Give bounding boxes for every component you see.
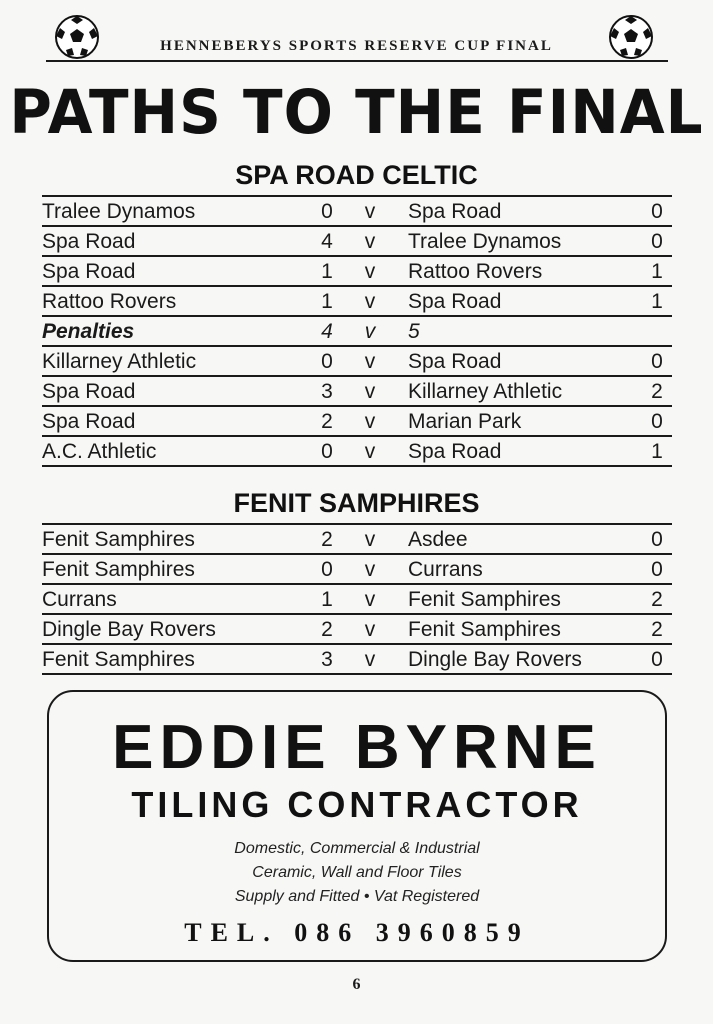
versus: v — [364, 350, 376, 373]
away-team: Tralee Dynamos — [408, 230, 562, 253]
versus: v — [364, 558, 376, 581]
result-row — [42, 585, 672, 615]
away-score: 2 — [651, 588, 663, 611]
home-team: Fenit Samphires — [42, 528, 195, 551]
result-row — [42, 645, 672, 675]
page-title: PATHS TO THE FINAL — [9, 76, 704, 148]
away-score: 1 — [651, 260, 663, 283]
versus: v — [364, 618, 376, 641]
section-title-fenit: FENIT SAMPHIRES — [233, 488, 480, 518]
home-score: 1 — [321, 260, 333, 283]
section-title-spa-road: SPA ROAD CELTIC — [235, 160, 478, 190]
away-score: 2 — [651, 618, 663, 641]
home-team: Dingle Bay Rovers — [42, 618, 216, 641]
advert-box — [47, 690, 667, 962]
away-team: Dingle Bay Rovers — [408, 648, 582, 671]
result-row — [42, 227, 672, 257]
result-row — [42, 377, 672, 407]
away-team: Fenit Samphires — [408, 618, 561, 641]
home-team: Killarney Athletic — [42, 350, 197, 373]
away-score: 1 — [651, 290, 663, 313]
results-table-fenit — [42, 523, 672, 675]
versus: v — [364, 410, 376, 433]
versus: v — [364, 648, 376, 671]
away-score: 0 — [651, 350, 663, 373]
home-score: 1 — [321, 290, 333, 313]
home-team: Fenit Samphires — [42, 558, 195, 581]
versus: v — [364, 260, 376, 283]
home-team: Rattoo Rovers — [42, 290, 177, 313]
result-row — [42, 555, 672, 585]
away-score: 0 — [651, 648, 663, 671]
advert-line-2: Ceramic, Wall and Floor Tiles — [252, 864, 462, 881]
versus: v — [364, 290, 376, 313]
home-score: 0 — [321, 200, 333, 223]
away-score: 0 — [651, 200, 663, 223]
home-score: 0 — [321, 440, 333, 463]
home-team: A.C. Athletic — [42, 440, 157, 463]
home-score: 1 — [321, 588, 333, 611]
home-score: 2 — [321, 528, 333, 551]
advert-line-3: Supply and Fitted • Vat Registered — [234, 888, 480, 905]
result-row — [42, 407, 672, 437]
away-team: Spa Road — [408, 440, 502, 463]
versus: v — [364, 440, 376, 463]
away-team: Spa Road — [408, 200, 502, 223]
away-team: Rattoo Rovers — [408, 260, 543, 283]
away-team: Currans — [408, 558, 483, 581]
home-score: 0 — [321, 558, 333, 581]
advert-subtitle: TILING CONTRACTOR — [131, 784, 583, 825]
versus: v — [364, 320, 376, 343]
result-row — [42, 257, 672, 287]
versus: v — [364, 588, 376, 611]
home-team: Currans — [42, 588, 117, 611]
results-table-spa-road — [42, 195, 672, 467]
result-row — [42, 287, 672, 317]
away-team: Fenit Samphires — [408, 588, 561, 611]
away-score: 2 — [651, 380, 663, 403]
home-score: 3 — [321, 380, 333, 403]
home-score: 3 — [321, 648, 333, 671]
home-team: Spa Road — [42, 410, 136, 433]
advert-name: EDDIE BYRNE — [112, 713, 602, 782]
result-row — [42, 347, 672, 377]
home-team: Tralee Dynamos — [42, 200, 196, 223]
header-title: HENNEBERYS SPORTS RESERVE CUP FINAL — [160, 38, 553, 54]
advert-line-1: Domestic, Commercial & Industrial — [234, 840, 480, 857]
away-score: 0 — [651, 558, 663, 581]
away-team: Spa Road — [408, 350, 502, 373]
away-team: Spa Road — [408, 290, 502, 313]
home-score: 4 — [321, 230, 333, 253]
result-row — [42, 195, 672, 227]
away-score: 0 — [651, 410, 663, 433]
home-score: 2 — [321, 618, 333, 641]
versus: v — [364, 380, 376, 403]
versus: v — [364, 200, 376, 223]
versus: v — [364, 528, 376, 551]
away-score: 0 — [651, 230, 663, 253]
home-score: 2 — [321, 410, 333, 433]
result-row — [42, 615, 672, 645]
away-team: Marian Park — [408, 410, 522, 433]
away-score: 1 — [651, 440, 663, 463]
page-number: 6 — [352, 976, 361, 993]
away-team: Killarney Athletic — [408, 380, 563, 403]
away-team: 5 — [408, 320, 420, 343]
home-team: Spa Road — [42, 230, 136, 253]
away-team: Asdee — [408, 528, 468, 551]
advert-telephone: TEL. 086 3960859 — [184, 918, 530, 947]
home-score: 4 — [321, 320, 333, 343]
versus: v — [364, 230, 376, 253]
result-row — [42, 317, 672, 347]
home-team: Spa Road — [42, 260, 136, 283]
away-score: 0 — [651, 528, 663, 551]
result-row — [42, 437, 672, 467]
header-rule — [46, 60, 668, 62]
home-team: Spa Road — [42, 380, 136, 403]
home-team: Fenit Samphires — [42, 648, 195, 671]
home-team: Penalties — [42, 320, 135, 343]
result-row — [42, 523, 672, 555]
home-score: 0 — [321, 350, 333, 373]
